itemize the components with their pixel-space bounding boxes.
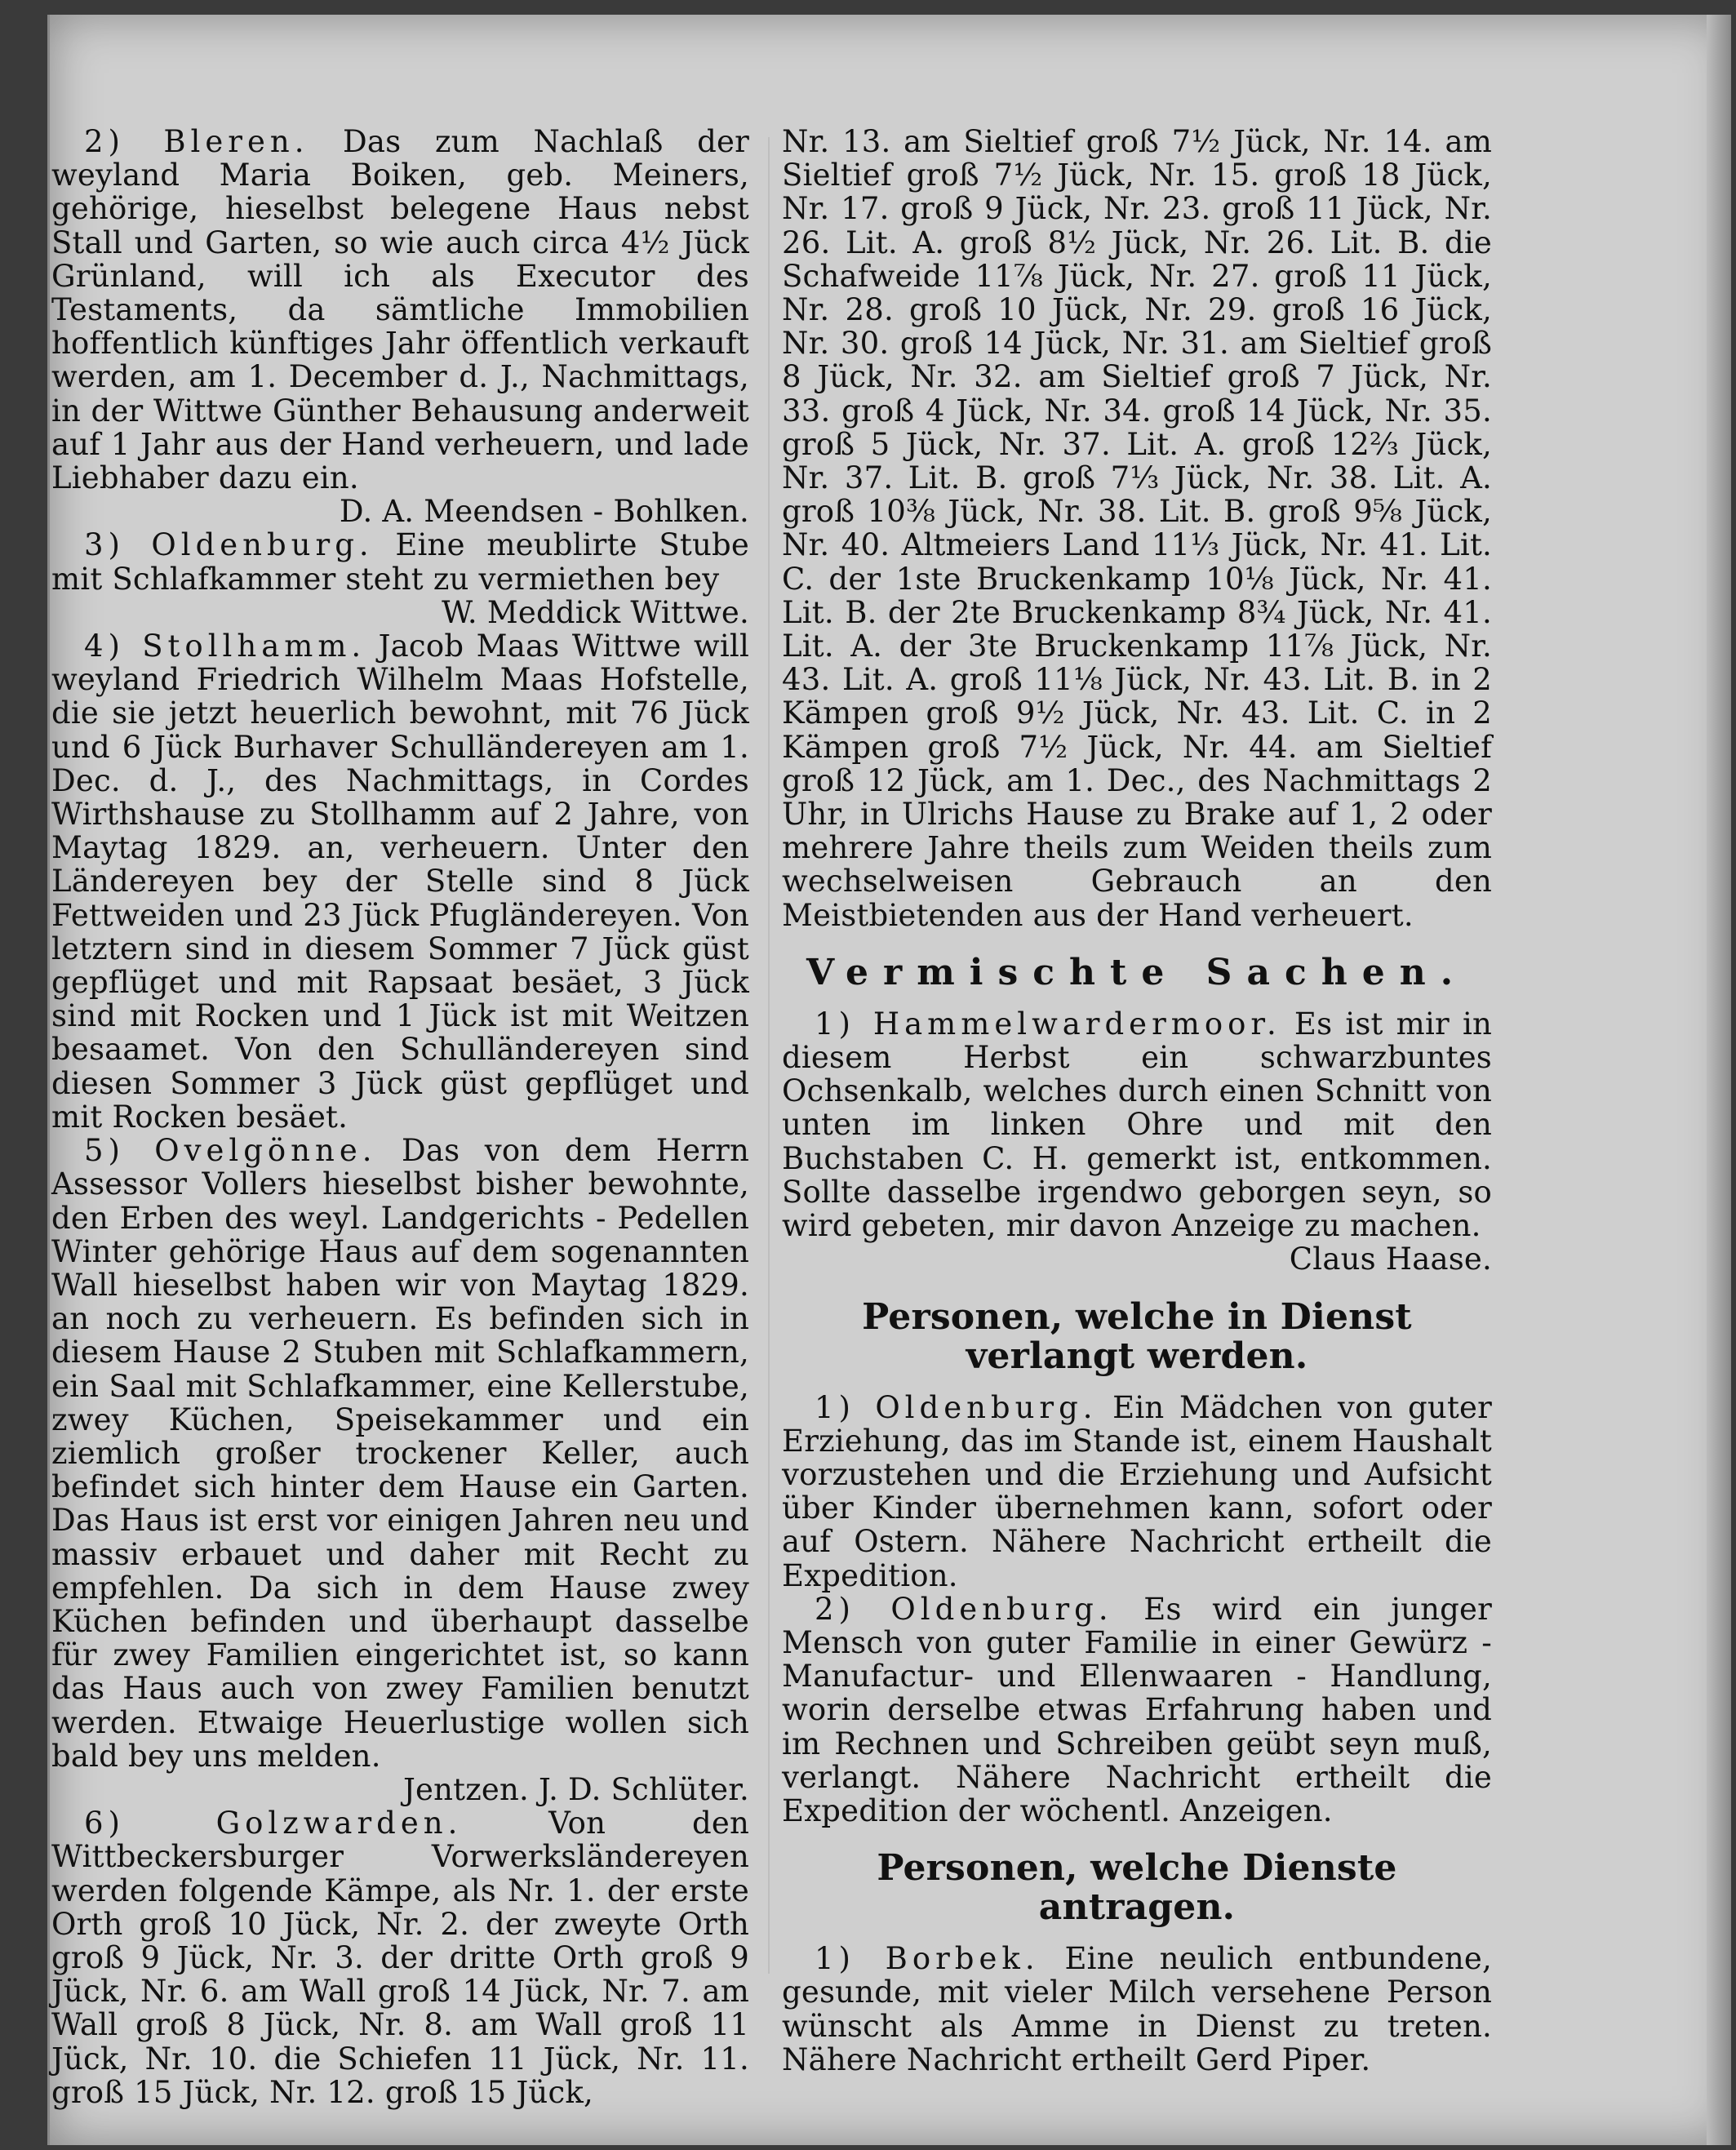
notice-text: Es ist mir in diesem Herbst ein schwarzbuntes Ochsenkalb, welches durch einen Schnitt von unten im linken Ohre und mit den Buchstaben C. H. gemerkt ist, entkommen. Sollte dasselbe irgendwo geborgen seyn, so wird gebeten, mir davon Anzeige zu machen. [782,1006,1493,1244]
notice-signature: Jentzen. J. D. Schlüter. [402,1771,749,1807]
left-column [51,125,749,2109]
notice-oldenburg-stube [51,528,749,595]
notice-lead: 2) Bleren. [84,124,309,159]
notice-text: Eine neulich entbundene, gesunde, mit vieler Milch versehene Person wünscht als Amme in Dienst zu treten. Nähere Nachricht ertheilt Gerd Piper. [782,1941,1492,2077]
notice-text: Es wird ein junger Mensch von guter Familie in einer Gewürz - Manufactur- und Ellenwaaren - Handlung, worin derselbe etwas Erfahrung haben und im Rechnen und Schreiben geübt seyn muß, verlangt. Nähere Nachricht ertheilt die Expedition der wöchentl. Anzeigen. [782,1591,1493,1828]
notice-oldenburg-maedchen [782,1391,1492,1593]
notice-ovelgoenne [51,1134,749,1773]
notice-golzwarden [51,1806,749,2109]
notice-signature: W. Meddick Wittwe. [442,594,749,630]
notice-hammelwardermoor [782,1007,1492,1242]
notice-text: Das von dem Herrn Assessor Vollers hieselbst bisher bewohnte, den Erben des weyl. Landgerichts - Pedellen Winter gehörige Haus auf dem sogenannten Wall hieselbst haben wir von Maytag 1829. an noch zu verheuern. Es befinden sich in diesem Hause 2 Stuben mit Schlafkammern, ein Saal mit Schlafkammer, eine Kellerstube, zwey Küchen, Speisekammer und ein ziemlich großer trockener Keller, auch befindet sich hinter dem Hause ein Garten. Das Haus ist erst vor einigen Jahren neu und massiv erbauet und daher mit Recht zu empfehlen. Da sich in dem Hause zwey Küchen befinden und überhaupt dasselbe für zwey Familien eingerichtet ist, so kann das Haus auch von zwey Familien benutzt werden. Etwaige Heuerlustige wollen sich bald bey uns melden. [51,1133,750,1774]
section-heading-vermischte-sachen: Vermischte Sachen. [806,951,1468,993]
notice-oldenburg-mensch [782,1593,1492,1828]
notice-text: Jacob Maas Wittwe will weyland Friedrich Wilhelm Maas Hofstelle, die sie jetzt heuerlich bewohnt, mit 76 Jück und 6 Jück Burhaver Schulländereyen am 1. Dec. d. J., des Nachmittags, in Cordes Wirthshause zu Stollhamm auf 2 Jahre, von Maytag 1829. an, verheuern. Unter den Ländereyen bey der Stelle sind 8 Jück Fettweiden und 23 Jück Pfugländereyen. Von letztern sind in diesem Sommer 7 Jück güst gepflüget und mit Rapsaat besäet, 3 Jück sind mit Rocken und 1 Jück ist mit Weitzen besaamet. Von den Schulländereyen sind diesen Sommer 3 Jück güst gepflüget und mit Rocken besäet. [51,629,749,1135]
notice-lead: 5) Ovelgönne. [84,1133,377,1169]
notice-lead: 4) Stollhamm. [84,629,366,664]
page-edge [1707,15,1731,2145]
section-heading-dienst-verlangt: Personen, welche in Dienst verlangt werden. [862,1295,1412,1377]
notice-signature: Claus Haase. [1289,1242,1492,1277]
notice-lead: 1) Borbek. [815,1941,1040,1977]
notice-text: Von den Wittbeckersburger Vorwerksländereyen werden folgende Kämpe, als Nr. 1. der erste Orth groß 10 Jück, Nr. 2. der zweyte Orth groß 9 Jück, Nr. 3. der dritte Orth groß 9 Jück, Nr. 6. am Wall groß 14 Jück, Nr. 7. am Wall groß 8 Jück, Nr. 8. am Wall groß 11 Jück, Nr. 10. die Schiefen 11 Jück, Nr. 11. groß 15 Jück, Nr. 12. groß 15 Jück, [51,1806,749,2110]
notice-text: Ein Mädchen von guter Erziehung, das im Stande ist, einem Haushalt vorzustehen und die Erziehung und Aufsicht über Kinder übernehmen kann, sofort oder auf Ostern. Nähere Nachricht ertheilt die Expedition. [782,1389,1493,1593]
notice-lead: 1) Hammelwardermoor. [815,1006,1281,1042]
notice-lead: 3) Oldenburg. [84,527,374,563]
notice-bleren [51,125,749,495]
section-heading-dienste-antragen: Personen, welche Dienste antragen. [877,1847,1397,1929]
notice-golzwarden-continued: Nr. 13. am Sieltief groß 7½ Jück, Nr. 14. am Sieltief groß 7½ Jück, Nr. 15. groß 18 Jück, Nr. 17. groß 9 Jück, Nr. 23. groß 11 Jück, Nr. 26. Lit. A. groß 8½ Jück, Nr. 26. Lit. B. die Schafweide 11⅞ Jück, Nr. 27. groß 11 Jück, Nr. 28. groß 10 Jück, Nr. 29. groß 16 Jück, Nr. 30. groß 14 Jück, Nr. 31. am Sieltief groß 8 Jück, Nr. 32. am Sieltief groß 7 Jück, Nr. 33. groß 4 Jück, Nr. 34. groß 14 Jück, Nr. 35. groß 5 Jück, Nr. 37. Lit. A. groß 12⅔ Jück, Nr. 37. Lit. B. groß 7⅓ Jück, Nr. 38. Lit. A. groß 10⅜ Jück, Nr. 38. Lit. B. groß 9⅝ Jück, Nr. 40. Altmeiers Land 11⅓ Jück, Nr. 41. Lit. C. der 1ste Bruckenkamp 10⅛ Jück, Nr. 41. Lit. B. der 2te Bruckenkamp 8¾ Jück, Nr. 41. Lit. A. der 3te Bruckenkamp 11⅞ Jück, Nr. 43. Lit. A. groß 11⅛ Jück, Nr. 43. Lit. B. in 2 Kämpen groß 9½ Jück, Nr. 43. Lit. C. in 2 Kämpen groß 7½ Jück, Nr. 44. am Sieltief groß 12 Jück, am 1. Dec., des Nachmittags 2 Uhr, in Ulrichs Hause zu Brake auf 1, 2 oder mehrere Jahre theils zum Weiden theils zum wechselweisen Gebrauch an den Meistbietenden aus der Hand verheuert. [782,124,1492,933]
notice-text: Das zum Nachlaß der weyland Maria Boiken, geb. Meiners, gehörige, hieselbst belegene Haus nebst Stall und Garten, so wie auch circa 4½ Jück Grünland, will ich als Executor des Testaments, da sämtliche Immobilien hoffentlich künftiges Jahr öffentlich verkauft werden, am 1. December d. J., Nachmittags, in der Wittwe Günther Behausung anderweit auf 1 Jahr aus der Hand verheuern, und lade Liebhaber dazu ein. [51,124,749,496]
notice-lead: 6) Golzwarden. [84,1806,463,1841]
notice-lead: 1) Oldenburg. [815,1389,1098,1425]
notice-borbek [782,1942,1492,2077]
notice-stollhamm [51,629,749,1134]
column-gutter [768,137,770,1974]
right-column [782,125,1492,2077]
notice-lead: 2) Oldenburg. [815,1591,1113,1627]
notice-text: Eine meublirte Stube mit Schlafkammer steht zu vermiethen bey [51,527,750,597]
newspaper-page [47,15,1731,2145]
notice-signature: D. A. Meendsen - Bohlken. [339,494,749,530]
